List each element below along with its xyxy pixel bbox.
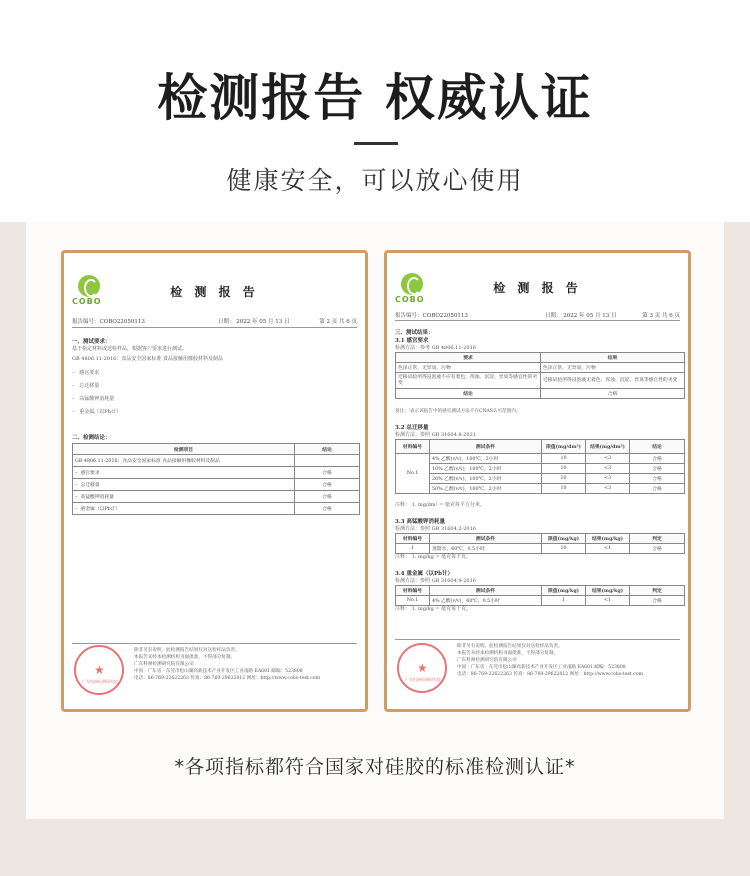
table-row: – 重金属（以Pb计） 合格 — [73, 503, 360, 515]
migration-table: 材料编号 测试条件 限值(mg/dm²) 结果(mg/dm²) 结论 No.1 4% 乙酸(v/v)，100℃，2小时 10 <3 合格 10% 乙醇(v/v)，100℃，2小时 10 <3 合格 20% 乙醇(v/v)，100℃，2小时 10 <3 合格 50% 乙醇(v/v)，100℃，2小时 10 <3 合格 — [395, 439, 685, 494]
divider — [72, 643, 357, 644]
report-date: 日期： 2022 年 05 月 13 日 — [218, 319, 290, 325]
table-row: 1 蒸馏水，60℃，0.5小时 10 <1 合格 — [396, 544, 685, 554]
method-text: 检测方法：参照 GB 31604.9-2016 — [395, 578, 476, 584]
report-page-3 — [384, 250, 691, 712]
method-text: 检测方法：参考 GB 4806.11-2016 — [395, 345, 476, 351]
section-conclusion: 二、检测结论： — [72, 435, 111, 441]
report-number: 报告编号：COBO22050113 — [72, 319, 145, 325]
section-requirements: 一、测试要求： — [72, 339, 111, 345]
section-heavy-metal: 3.4 重金属（以Pb计） — [395, 571, 453, 577]
heavy-metal-table: 材料编号 测试条件 限值(mg/kg) 结果(mg/kg) 判定 No.1 4% 乙酸(v/v)，60℃，0.5小时 1 <1 合格 — [395, 585, 685, 606]
table-row: No.1 4% 乙酸(v/v)，60℃，0.5小时 1 <1 合格 — [396, 596, 685, 606]
permanganate-note: 注释： 1. mg/kg = 毫克每千克。 — [395, 554, 472, 560]
sensory-table: 要求 结果 色泽正常，无异臭、污物 色泽正常，无异臭、污物 迁移试验所得浸泡液不应有着色、浑浊、沉淀、异臭等感官性的劣变 迁移试验所得浸泡液无着色、浑浊、沉淀、异臭等感官性的劣变 结论 合格 — [395, 352, 685, 399]
table-row: – 感官要求 合格 — [73, 467, 360, 479]
table-row: No.1 4% 乙酸(v/v)，100℃，2小时 10 <3 合格 — [396, 454, 685, 464]
table-row: – 总迁移量 合格 — [73, 479, 360, 491]
header-section — [0, 0, 750, 222]
table-row: 结论 合格 — [396, 389, 685, 399]
cobo-logo-text: COBO — [72, 297, 102, 306]
official-seal: ★ 广东科洲检测研究院 — [74, 645, 124, 695]
method-text: 检测方法：参照 GB 31604.2-2016 — [395, 526, 476, 532]
report-title: 检 测 报 告 — [493, 281, 582, 295]
table-row: 迁移试验所得浸泡液不应有着色、浑浊、沉淀、异臭等感官性的劣变 迁移试验所得浸泡液无着色、浑浊、沉淀、异臭等感官性的劣变 — [396, 373, 685, 389]
certification-footnote: *各项指标都符合国家对硅胶的标准检测认证* — [174, 756, 576, 778]
cobo-logo-text: COBO — [395, 295, 425, 304]
report-date: 日期： 2022 年 05 月 13 日 — [545, 313, 617, 319]
title-divider — [354, 142, 398, 145]
list-item: – 总迁移量 — [72, 383, 100, 389]
page-title: 检测报告 权威认证 — [157, 69, 593, 127]
permanganate-table: 材料编号 测试条件 限值(mg/kg) 结果(mg/kg) 判定 1 蒸馏水，60℃，0.5小时 10 <1 合格 — [395, 533, 685, 554]
table-row: 50% 乙醇(v/v)，100℃，2小时 10 <3 合格 — [396, 484, 685, 494]
list-item: – 高锰酸钾消耗量 — [72, 396, 115, 402]
method-text: 检测方法：参照 GB 31604.8-2021 — [395, 432, 476, 438]
divider — [395, 639, 680, 640]
divider — [72, 327, 357, 328]
table-row: – 高锰酸钾消耗量 合格 — [73, 491, 360, 503]
migration-note: 注释： 1. mg/dm² = 毫克每平方分米。 — [395, 502, 485, 508]
section-sensory: 3.1 感官要求 — [395, 338, 429, 344]
report-page-2 — [61, 250, 368, 712]
report-page: 第 2 页 共 6 页 — [319, 319, 357, 325]
table-row: 20% 乙醇(v/v)，100℃，2小时 10 <3 合格 — [396, 474, 685, 484]
list-item: – 感官要求 — [72, 370, 100, 376]
table-row: GB 4806.11-2016：食品安全国家标准 食品接触用橡胶材料及制品 — [73, 455, 360, 467]
section-migration: 3.2 总迁移量 — [395, 425, 429, 431]
report-footer-note: 除非另有说明，此检测报告结果仅对送检样品负责。 本报告未经本检测机构书面批准，不得部分复制。 广东科洲检测研究院有限公司 中国 · 广东省 · 东莞市松山湖高新技术产业开发区工业南路 EA601 邮编：523808 电话：86-769-22622263 传真：86-769-29622012 网址：http://www.cobo-test.com — [134, 648, 320, 681]
star-icon: ★ — [417, 661, 428, 675]
report-footer-note: 除非另有说明，此检测报告结果仅对送检样品负责。 本报告未经本检测机构书面批准，不得部分复制。 广东科洲检测研究院有限公司 中国 · 广东省 · 东莞市松山湖高新技术产业开发区工业南路 EA601 邮编：523808 电话：86-769-22622263 传真：86-769-29622012 网址：http://www.cobo-test.com — [457, 644, 643, 677]
conclusion-table: 检测项目 结论 GB 4806.11-2016：食品安全国家标准 食品接触用橡胶材料及制品 – 感官要求 合格 – 总迁移量 合格 – 高锰酸钾消耗量 合格 – 重金属（以Pb计） 合格 — [72, 443, 360, 515]
report-page: 第 3 页 共 6 页 — [642, 313, 680, 319]
page-subtitle: 健康安全，可以放心使用 — [226, 166, 524, 195]
section-permanganate: 3.3 高锰酸钾消耗量 — [395, 519, 445, 525]
report-title: 检 测 报 告 — [170, 285, 259, 299]
star-icon: ★ — [94, 663, 105, 677]
official-seal: ★ 广东科洲检测研究院 — [397, 643, 447, 693]
table-row: 10% 乙醇(v/v)，100℃，2小时 10 <3 合格 — [396, 464, 685, 474]
divider — [395, 320, 680, 321]
heavy-metal-note: 注释： 1. mg/kg = 毫克每千克。 — [395, 606, 472, 612]
section-results: 三、测试结果： — [395, 330, 434, 336]
table-row: 色泽正常，无异臭、污物 色泽正常，无异臭、污物 — [396, 363, 685, 373]
list-item: – 重金属（以Pb计） — [72, 409, 121, 415]
sensory-remark: 备注：'表示该报告中的感官测试方法不在CNAS认可范围内。 — [395, 409, 521, 414]
standard-text: GB 4806.11-2016：食品安全国家标准 食品接触用橡胶材料及制品 — [72, 356, 223, 362]
report-number: 报告编号：COBO22050113 — [395, 313, 468, 319]
requirements-text: 基于指定材料或送检样品，根据客户要求进行测试。 — [72, 346, 188, 352]
